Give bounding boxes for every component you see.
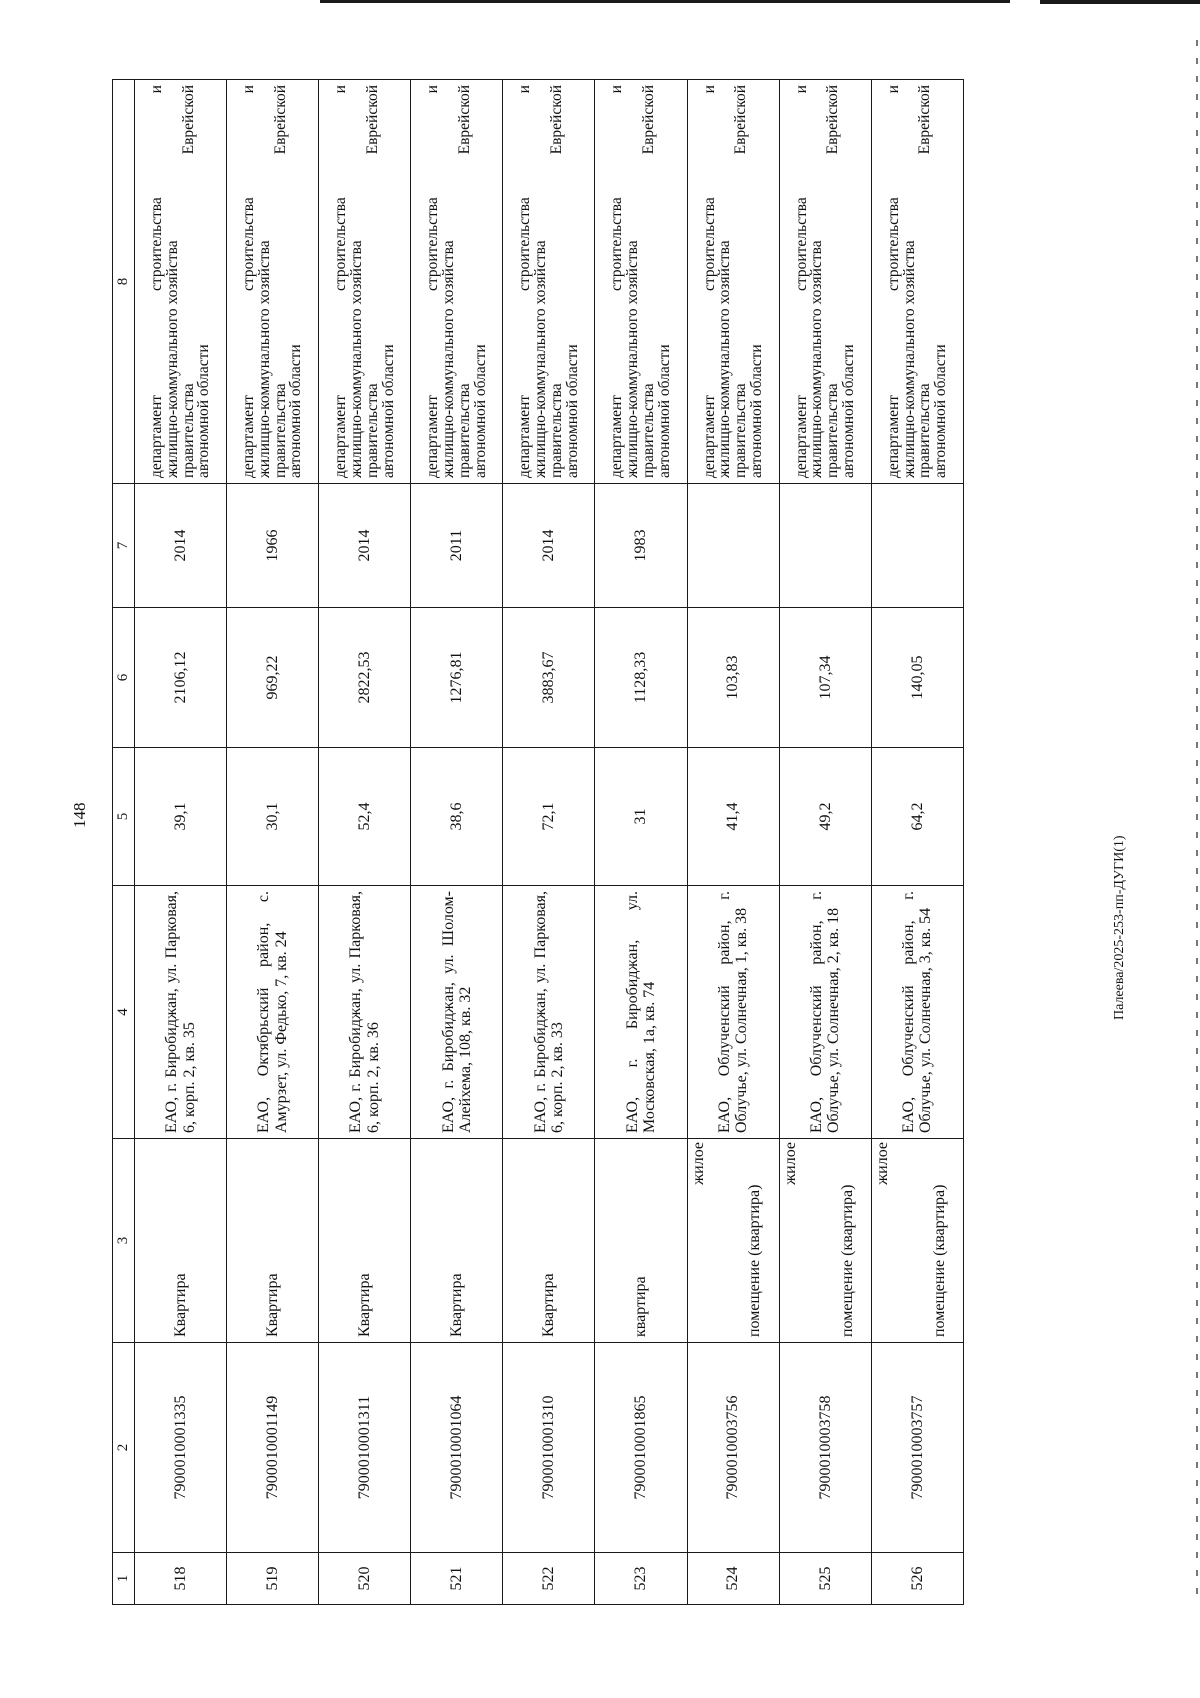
cadastral-value: 1276,81 (411, 608, 503, 748)
build-year: 2014 (135, 484, 227, 608)
object-area: 31 (595, 748, 687, 886)
owner-text: и (792, 85, 810, 94)
cadastral-value: 107,34 (779, 608, 871, 748)
object-address: ЕАО, г. Биробиджан, ул. Шолом-Алейхема, 108, кв. 32 (411, 886, 503, 1139)
scan-edge-top-right (1040, 0, 1200, 4)
owner-text: жилищно-коммунального хозяйства (624, 240, 642, 478)
header-cell: 2 (113, 1343, 135, 1553)
header-cell: 4 (113, 886, 135, 1139)
owner-text: жилищно-коммунального хозяйства (347, 240, 365, 478)
build-year: 2014 (503, 484, 595, 608)
owner-text: Еврейской (547, 85, 565, 155)
header-cell: 6 (113, 608, 135, 748)
owner-text: автономной области (195, 344, 213, 478)
owner-text: и (608, 85, 626, 94)
cadastral-value: 3883,67 (503, 608, 595, 748)
owner-text: автономной области (471, 344, 489, 478)
owner-text: строительства (792, 197, 810, 291)
cadastral-value: 2106,12 (135, 608, 227, 748)
object-area: 30,1 (227, 748, 319, 886)
owner-text: автономной области (287, 344, 305, 478)
object-area: 49,2 (779, 748, 871, 886)
object-address: ЕАО, Облученский район, г. Облучье, ул. Солнечная, 2, кв. 18 (779, 886, 871, 1139)
object-type-part-a: жилое (689, 1142, 707, 1185)
property-table (112, 79, 964, 1605)
row-number: 525 (779, 1553, 871, 1605)
table-row (319, 80, 411, 1605)
owner-text: и (700, 85, 718, 94)
object-area: 72,1 (503, 748, 595, 886)
owner-text: жилищно-коммунального хозяйства (808, 240, 826, 478)
table-row (687, 80, 779, 1605)
cadastral-number: 7900010001310 (503, 1343, 595, 1553)
header-cell: 7 (113, 484, 135, 608)
object-type-part-a: жилое (873, 1142, 891, 1185)
row-number: 522 (503, 1553, 595, 1605)
object-address: ЕАО, Облученский район, г. Облучье, ул. Солнечная, 3, кв. 54 (871, 886, 963, 1139)
object-address: ЕАО, г. Биробиджан, ул. Парковая, 6, корп. 2, кв. 33 (503, 886, 595, 1139)
owner-department (871, 80, 963, 484)
build-year: 1966 (227, 484, 319, 608)
object-type (779, 1139, 871, 1343)
owner-text: автономной области (379, 344, 397, 478)
owner-text: и (516, 85, 534, 94)
object-area: 52,4 (319, 748, 411, 886)
owner-text: автономной области (932, 344, 950, 478)
owner-text: и (332, 85, 350, 94)
cadastral-number: 7900010001149 (227, 1343, 319, 1553)
build-year (871, 484, 963, 608)
object-type: квартира (595, 1139, 687, 1343)
cadastral-number: 7900010001865 (595, 1343, 687, 1553)
object-type-part-b: помещение (квартира) (838, 1184, 856, 1337)
owner-text: правительства (363, 383, 381, 478)
table-row (595, 80, 687, 1605)
owner-text: правительства (640, 383, 658, 478)
owner-text: строительства (147, 197, 165, 291)
owner-department (227, 80, 319, 484)
table-row (871, 80, 963, 1605)
object-address: ЕАО, г. Биробиджан, ул. Парковая, 6, корп. 2, кв. 36 (319, 886, 411, 1139)
owner-text: департамент (884, 394, 902, 478)
owner-text: жилищно-коммунального хозяйства (255, 240, 273, 478)
object-type-part-b: помещение (квартира) (930, 1184, 948, 1337)
owner-text: жилищно-коммунального хозяйства (900, 240, 918, 478)
owner-text: и (147, 85, 165, 94)
row-number: 520 (319, 1553, 411, 1605)
owner-text: Еврейской (824, 85, 842, 155)
object-area: 39,1 (135, 748, 227, 886)
owner-text: строительства (608, 197, 626, 291)
cadastral-value: 1128,33 (595, 608, 687, 748)
object-type (687, 1139, 779, 1343)
header-cell: 5 (113, 748, 135, 886)
object-type: Квартира (319, 1139, 411, 1343)
object-type: Квартира (503, 1139, 595, 1343)
owner-department (503, 80, 595, 484)
page-number: 148 (70, 802, 89, 828)
owner-department (687, 80, 779, 484)
owner-text: строительства (332, 197, 350, 291)
object-area: 38,6 (411, 748, 503, 886)
owner-text: и (424, 85, 442, 94)
object-type (871, 1139, 963, 1343)
object-type: Квартира (135, 1139, 227, 1343)
owner-text: департамент (240, 394, 258, 478)
row-number: 521 (411, 1553, 503, 1605)
owner-text: правительства (179, 383, 197, 478)
owner-text: департамент (147, 394, 165, 478)
owner-text: департамент (792, 394, 810, 478)
owner-text: департамент (608, 394, 626, 478)
object-type-part-b: помещение (квартира) (746, 1184, 764, 1337)
cadastral-number: 7900010003756 (687, 1343, 779, 1553)
owner-text: строительства (884, 197, 902, 291)
owner-text: жилищно-коммунального хозяйства (716, 240, 734, 478)
owner-text: автономной области (840, 344, 858, 478)
scan-edge-top (320, 0, 1010, 3)
object-type: Квартира (227, 1139, 319, 1343)
owner-text: правительства (547, 383, 565, 478)
owner-text: департамент (424, 394, 442, 478)
owner-text: Еврейской (363, 85, 381, 155)
table-row (227, 80, 319, 1605)
cadastral-value: 103,83 (687, 608, 779, 748)
row-number: 524 (687, 1553, 779, 1605)
owner-text: Еврейской (455, 85, 473, 155)
row-number: 519 (227, 1553, 319, 1605)
build-year: 1983 (595, 484, 687, 608)
owner-text: и (240, 85, 258, 94)
object-area: 41,4 (687, 748, 779, 886)
owner-text: правительства (732, 383, 750, 478)
row-number: 518 (135, 1553, 227, 1605)
build-year (779, 484, 871, 608)
cadastral-number: 7900010001335 (135, 1343, 227, 1553)
owner-text: Еврейской (640, 85, 658, 155)
owner-text: правительства (455, 383, 473, 478)
build-year: 2014 (319, 484, 411, 608)
object-address: ЕАО, г. Биробиджан, ул. Московская, 1а, кв. 74 (595, 886, 687, 1139)
build-year: 2011 (411, 484, 503, 608)
table-row (779, 80, 871, 1605)
cadastral-number: 7900010003757 (871, 1343, 963, 1553)
owner-text: Еврейской (179, 85, 197, 155)
scan-edge-right (1196, 40, 1198, 1600)
owner-text: строительства (424, 197, 442, 291)
owner-department (411, 80, 503, 484)
object-address: ЕАО, Октябрьский район, с. Амурзет, ул. Федько, 7, кв. 24 (227, 886, 319, 1139)
header-cell: 1 (113, 1553, 135, 1605)
table-row (135, 80, 227, 1605)
owner-text: автономной области (747, 344, 765, 478)
owner-text: автономной области (563, 344, 581, 478)
cadastral-value: 140,05 (871, 608, 963, 748)
owner-text: Еврейской (732, 85, 750, 155)
owner-text: жилищно-коммунального хозяйства (532, 240, 550, 478)
owner-department (135, 80, 227, 484)
owner-text: департамент (516, 394, 534, 478)
object-type: Квартира (411, 1139, 503, 1343)
owner-text: правительства (824, 383, 842, 478)
object-type-part-a: жилое (781, 1142, 799, 1185)
owner-text: строительства (700, 197, 718, 291)
owner-department (319, 80, 411, 484)
owner-text: строительства (240, 197, 258, 291)
owner-text: департамент (700, 394, 718, 478)
owner-text: строительства (516, 197, 534, 291)
header-cell: 8 (113, 80, 135, 484)
owner-text: Еврейской (271, 85, 289, 155)
owner-text: Еврейской (916, 85, 934, 155)
owner-text: департамент (332, 394, 350, 478)
owner-text: правительства (916, 383, 934, 478)
object-area: 64,2 (871, 748, 963, 886)
object-address: ЕАО, г. Биробиджан, ул. Парковая, 6, корп. 2, кв. 35 (135, 886, 227, 1139)
rotated-table-wrapper (112, 80, 964, 1605)
document-reference: Палеева/2025-253-пп-ДУГИ(1) (1112, 835, 1127, 1020)
table-row (411, 80, 503, 1605)
owner-text: автономной области (655, 344, 673, 478)
owner-text: и (884, 85, 902, 94)
cadastral-number: 7900010001311 (319, 1343, 411, 1553)
header-cell: 3 (113, 1139, 135, 1343)
header-row (113, 80, 135, 1605)
owner-text: правительства (271, 383, 289, 478)
row-number: 523 (595, 1553, 687, 1605)
row-number: 526 (871, 1553, 963, 1605)
cadastral-value: 2822,53 (319, 608, 411, 748)
table-row (503, 80, 595, 1605)
build-year (687, 484, 779, 608)
owner-department (779, 80, 871, 484)
owner-text: жилищно-коммунального хозяйства (440, 240, 458, 478)
cadastral-number: 7900010001064 (411, 1343, 503, 1553)
cadastral-number: 7900010003758 (779, 1343, 871, 1553)
cadastral-value: 969,22 (227, 608, 319, 748)
owner-text: жилищно-коммунального хозяйства (163, 240, 181, 478)
owner-department (595, 80, 687, 484)
object-address: ЕАО, Облученский район, г. Облучье, ул. Солнечная, 1, кв. 38 (687, 886, 779, 1139)
